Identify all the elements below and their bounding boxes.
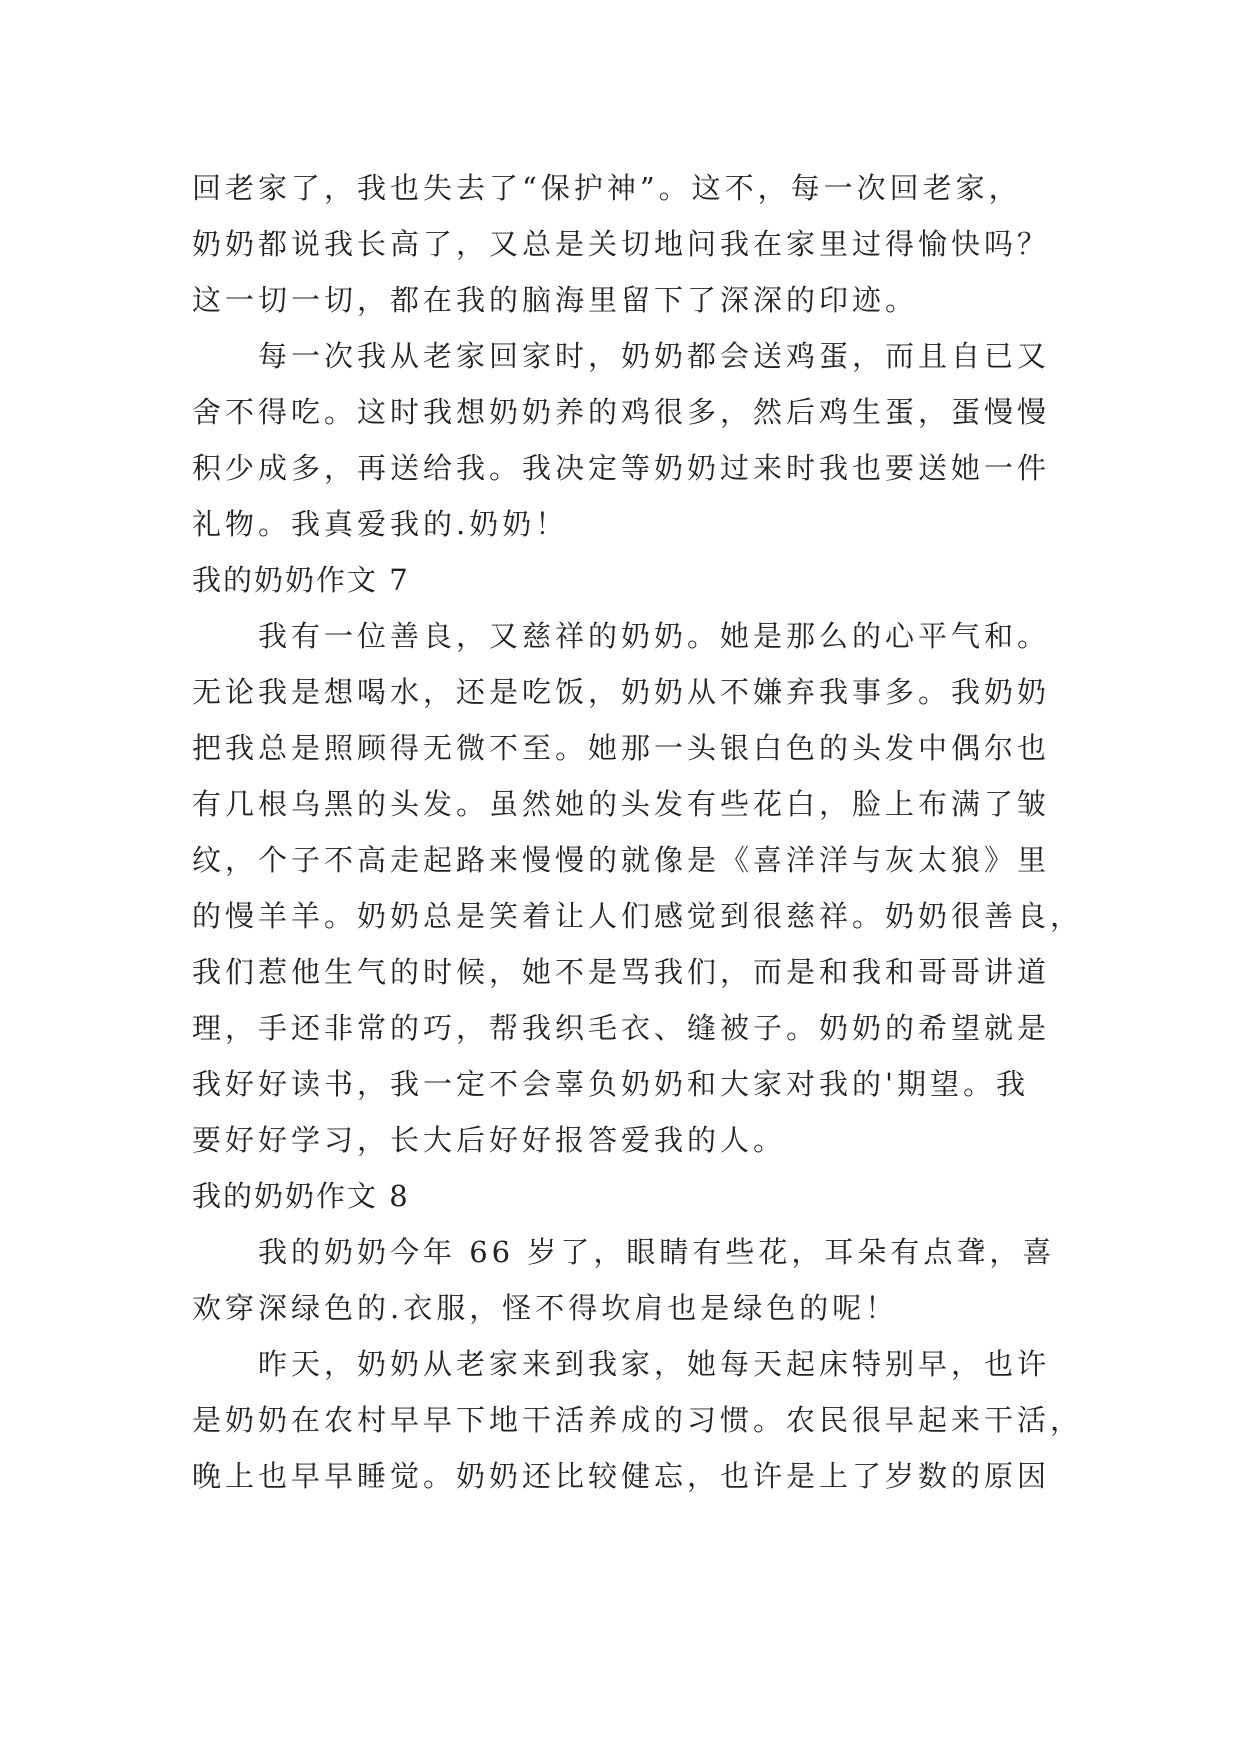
text-line: 理，手还非常的巧，帮我织毛衣、缝被子。奶奶的希望就是 (192, 1011, 1051, 1045)
text-line: 是奶奶在农村早早下地干活养成的习惯。农民很早起来干活， (192, 1403, 1084, 1437)
section-heading: 我的奶奶作文 7 (192, 563, 410, 597)
text-line: 积少成多，再送给我。我决定等奶奶过来时我也要送她一件 (192, 451, 1051, 485)
text-line: 有几根乌黑的头发。虽然她的头发有些花白，脸上布满了皱 (192, 787, 1051, 821)
text-line: 纹，个子不高走起路来慢慢的就像是《喜洋洋与灰太狼》里 (192, 843, 1051, 877)
text-line: 舍不得吃。这时我想奶奶养的鸡很多，然后鸡生蛋，蛋慢慢 (192, 395, 1051, 429)
text-line: 的慢羊羊。奶奶总是笑着让人们感觉到很慈祥。奶奶很善良， (192, 899, 1084, 933)
text-line: 我好好读书，我一定不会辜负奶奶和大家对我的'期望。我 (192, 1067, 1029, 1101)
text-line: 每一次我从老家回家时，奶奶都会送鸡蛋，而且自已又 (192, 339, 1051, 373)
text-line: 回老家了，我也失去了“保护神”。这不，每一次回老家， (192, 171, 1022, 205)
text-line: 把我总是照顾得无微不至。她那一头银白色的头发中偶尔也 (192, 731, 1051, 765)
text-line: 这一切一切，都在我的脑海里留下了深深的印迹。 (192, 283, 919, 317)
text-line: 昨天，奶奶从老家来到我家，她每天起床特别早，也许 (192, 1347, 1051, 1381)
text-line: 晚上也早早睡觉。奶奶还比较健忘，也许是上了岁数的原因 (192, 1459, 1051, 1493)
text-line: 欢穿深绿色的.衣服，怪不得坎肩也是绿色的呢！ (192, 1291, 899, 1325)
text-line: 要好好学习，长大后好好报答爱我的人。 (192, 1123, 787, 1157)
text-line: 我有一位善良，又慈祥的奶奶。她是那么的心平气和。 (192, 619, 1051, 653)
section-heading: 我的奶奶作文 8 (192, 1179, 410, 1213)
text-line: 礼物。我真爱我的.奶奶！ (192, 507, 569, 541)
text-line: 我的奶奶今年 66 岁了，眼睛有些花，耳朵有点聋，喜 (192, 1235, 1056, 1269)
document-page (192, 160, 1084, 1504)
text-line: 奶奶都说我长高了，又总是关切地问我在家里过得愉快吗？ (192, 227, 1051, 261)
essay-section-8 (192, 1168, 1084, 1504)
text-line: 我们惹他生气的时候，她不是骂我们，而是和我和哥哥讲道 (192, 955, 1051, 989)
paragraph-gift (192, 328, 1062, 552)
text-line: 无论我是想喝水，还是吃饭，奶奶从不嫌弃我事多。我奶奶 (192, 675, 1051, 709)
essay-section-7 (192, 552, 1084, 1168)
paragraph-continued (192, 160, 1062, 328)
